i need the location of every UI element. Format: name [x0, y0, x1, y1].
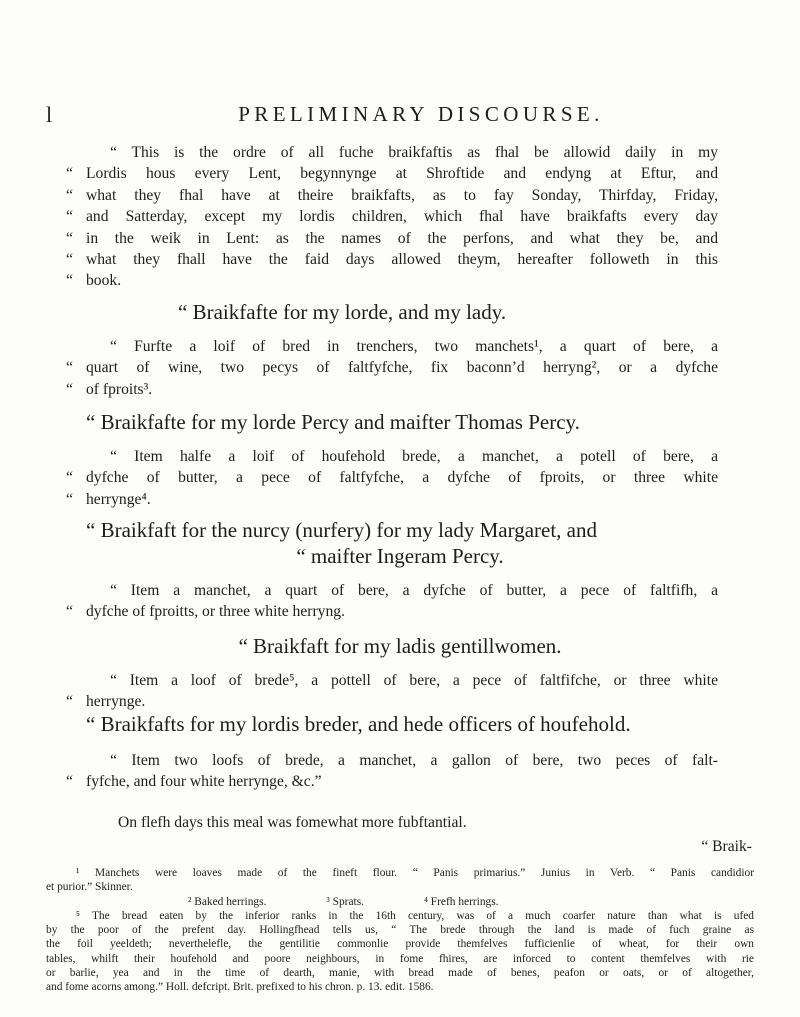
footnote-row	[46, 895, 754, 909]
footnote-4: ⁴ Frefh herrings.	[423, 895, 499, 908]
text-line: “ herrynge⁴.	[66, 490, 151, 508]
text-line: “ Lordis hous every Lent, begynnynge at Shroftide and endyng at Eftur, and	[66, 165, 718, 183]
text-line: “ and Satterday, except my lordis children, which fhal have braikfafts every day	[66, 208, 718, 226]
section-paragraph	[66, 670, 718, 713]
text-line: “ fyfche, and four white herrynge, &c.”	[66, 773, 322, 791]
footnote-5-line: and fome acorns among.” Holl. defcript. Brit. prefixed to his chron. p. 13. edit. 1586.	[46, 981, 434, 994]
footnote-5-line: tables, whilft their houfehold and poore neighbours, in fome fhires, are inforced to content themfelves with rie	[46, 952, 754, 965]
intro-paragraph	[66, 142, 718, 292]
text-line: “ Item a manchet, a quart of bere, a dyfche of butter, a pece of faltfifh, a	[110, 582, 718, 599]
text-line: “ Furfte a loif of bred in trenchers, two manchets¹, a quart of bere, a	[110, 338, 718, 355]
text-line: “ This is the ordre of all fuche braikfaftis as fhal be allowid daily in my	[110, 144, 718, 161]
footnote-5-line: ⁵ The bread eaten by the inferior ranks in the 16th century, was of a much coarfer nature than what is ufed	[76, 909, 754, 922]
closing-sentence: On flefh days this meal was fomewhat more fubftantial.	[118, 814, 467, 831]
section-heading: “ Braikfaft for my ladis gentillwomen.	[238, 634, 562, 658]
text-line: “ Item halfe a loif of houfehold brede, a manchet, a potell of bere, a	[110, 448, 718, 465]
text-line: “ herrynge.	[66, 693, 146, 711]
text-line: “ book.	[66, 272, 122, 290]
footnote-1-continued: et purior.” Skinner.	[46, 881, 133, 894]
page-number: l	[46, 102, 53, 127]
text-line: “ what they fhall have the faid days allowed theym, hereafter followeth in this	[66, 250, 718, 268]
text-line: “ Item two loofs of brede, a manchet, a gallon of bere, two peces of falt-	[110, 752, 718, 769]
section-paragraph	[66, 336, 718, 400]
text-line: “ Item a loof of brede⁵, a pottell of bere, a pece of faltfifche, or three white	[110, 672, 718, 689]
text-line: “ of fproits³.	[66, 380, 153, 398]
section-heading: “ Braikfafte for my lorde, and my lady.	[178, 300, 507, 324]
footnote-5-line: by the poor of the prefent day. Hollingfhead tells us, “ The brede through the land is made of fuch graine as	[46, 924, 754, 937]
footnote-5-line: the foil yeeldeth; neverthelefle, the gentilitie commonlie provide themfelves fufficienlie of wheat, for their own	[46, 938, 754, 951]
text-line: “ in the weik in Lent: as the names of the perfons, and what they be, and	[66, 229, 718, 247]
footnote-1: ¹ Manchets were loaves made of the fineft flour. “ Panis primarius.” Junius in Verb. “ Panis candidior	[76, 867, 754, 879]
footnote-3: ³ Sprats.	[326, 895, 364, 908]
section-paragraph	[66, 580, 718, 623]
text-line: “ dyfche of butter, a pece of faltfyfche, a dyfche of fproits, or three white	[66, 469, 718, 487]
running-title: PRELIMINARY DISCOURSE.	[238, 102, 604, 126]
section-paragraph	[66, 750, 718, 793]
section-heading-continued: “ maifter Ingeram Percy.	[296, 544, 504, 568]
text-line: “ quart of wine, two pecys of faltfyfche, fix baconn’d herryng², or a dyfche	[66, 359, 718, 377]
catchword: “ Braik-	[701, 838, 752, 855]
footnote-5-line: or barlie, yea and in the time of dearth, manie, with bread made of benes, peafon or oats, or of altogether,	[46, 967, 754, 980]
footnote-2: ² Baked herrings.	[188, 895, 267, 908]
section-heading: “ Braikfaft for the nurcy (nurfery) for my lady Margaret, and	[86, 518, 597, 542]
section-heading: “ Braikfafte for my lorde Percy and maifter Thomas Percy.	[86, 410, 580, 434]
section-heading: “ Braikfafts for my lordis breder, and hede officers of houfehold.	[86, 712, 631, 736]
page-header	[46, 102, 766, 130]
footnotes	[46, 866, 754, 995]
text-line: “ dyfche of fproitts, or three white herryng.	[66, 603, 345, 621]
text-line: “ what they fhal have at theire braikfafts, as to fay Sonday, Thirfday, Friday,	[66, 186, 718, 204]
section-paragraph	[66, 446, 718, 510]
